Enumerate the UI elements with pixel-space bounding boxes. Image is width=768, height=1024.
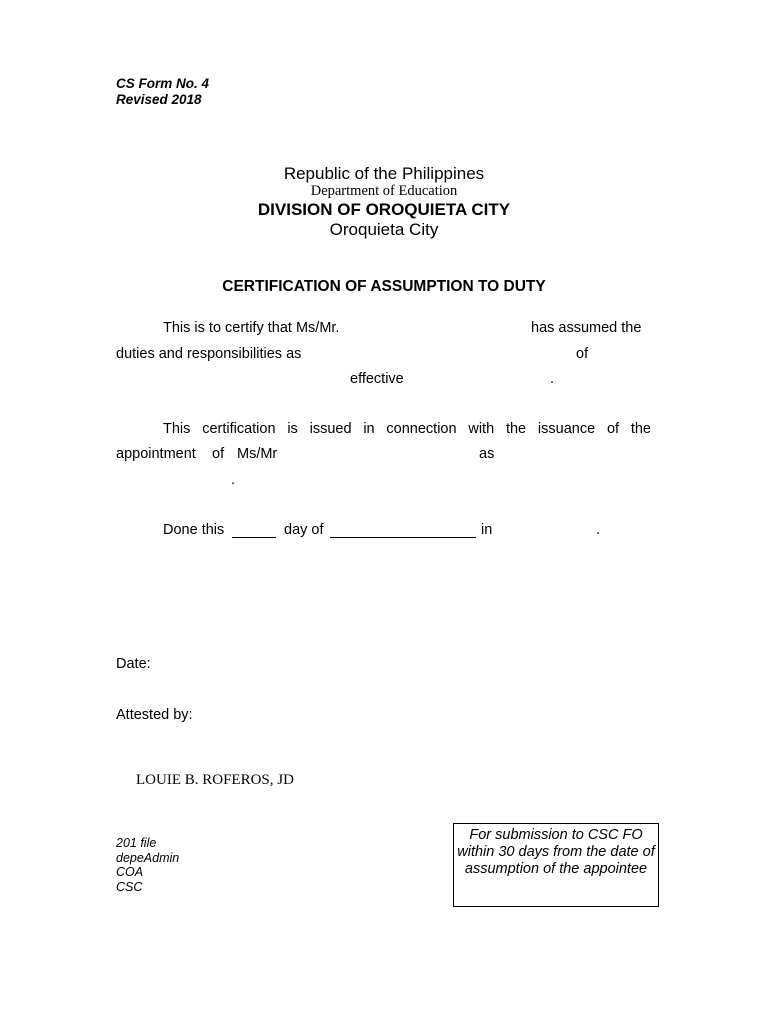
as-text: as bbox=[479, 446, 495, 462]
duties-text: duties and responsibilities as bbox=[116, 346, 302, 362]
copy-item: 201 file bbox=[116, 836, 157, 850]
document-title: CERTIFICATION OF ASSUMPTION TO DUTY bbox=[222, 278, 546, 295]
day-of-text: day of bbox=[284, 522, 324, 538]
submission-note: For submission to CSC FO within 30 days from the date of assumption of the appointee bbox=[457, 827, 655, 877]
republic-heading: Republic of the Philippines bbox=[283, 164, 485, 183]
in-text: in bbox=[481, 522, 493, 538]
month-blank bbox=[330, 525, 476, 538]
attested-label: Attested by: bbox=[116, 707, 193, 723]
appointment-text: appointment bbox=[116, 446, 196, 462]
division-heading: DIVISION OF OROQUIETA CITY bbox=[257, 200, 511, 219]
done-this-text: Done this bbox=[163, 522, 225, 538]
of-text: of bbox=[576, 346, 589, 362]
appointment-of-text: of bbox=[212, 446, 225, 462]
city-heading: Oroquieta City bbox=[329, 220, 439, 239]
copy-item: COA bbox=[116, 865, 144, 879]
assumed-text: has assumed the bbox=[531, 320, 642, 336]
copy-item: depeAdmin bbox=[116, 850, 180, 865]
certify-text: This is to certify that Ms/Mr. bbox=[163, 320, 340, 336]
signatory-name: LOUIE B. ROFEROS, JD bbox=[136, 772, 294, 788]
para2-period: . bbox=[231, 472, 236, 488]
department-heading: Department of Education bbox=[310, 183, 458, 199]
day-blank bbox=[232, 525, 276, 538]
submission-note-box bbox=[453, 823, 659, 907]
form-number: CS Form No. 4 bbox=[116, 76, 210, 91]
msmr-text: Ms/Mr bbox=[237, 446, 278, 462]
para1-period: . bbox=[550, 371, 555, 387]
form-revision: Revised 2018 bbox=[116, 92, 202, 107]
effective-text: effective bbox=[350, 371, 404, 387]
done-period: . bbox=[596, 522, 601, 538]
issuance-text: This certification is issued in connection with the issuance of the bbox=[163, 421, 651, 437]
date-label: Date: bbox=[116, 656, 151, 672]
form-identifier bbox=[116, 76, 209, 108]
copy-item: CSC bbox=[116, 879, 143, 894]
copy-furnished-list bbox=[116, 836, 179, 894]
